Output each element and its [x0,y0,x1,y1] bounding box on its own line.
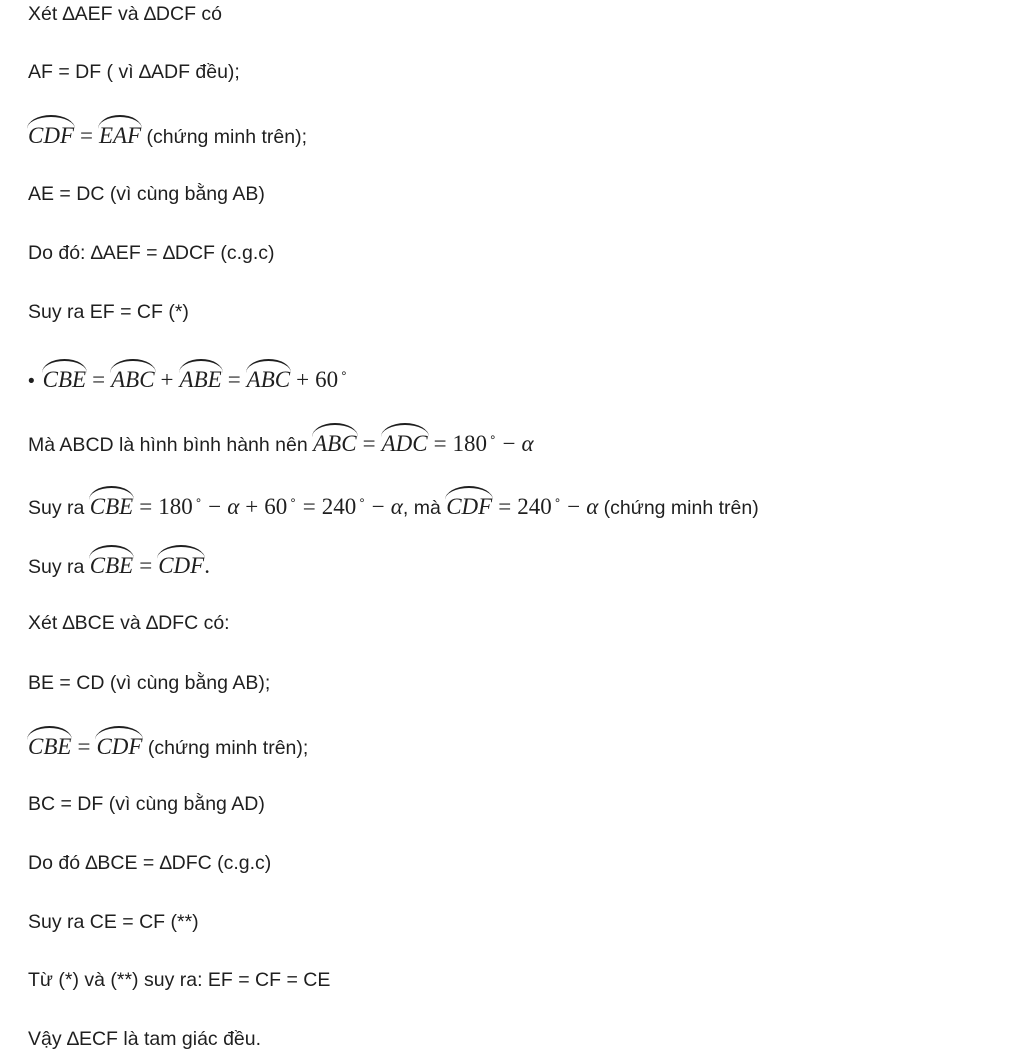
line-12: BE = CD (vì cùng bằng AB); [28,672,271,694]
period: . [204,553,210,578]
line-4: AE = DC (vì cùng bằng AB) [28,183,265,205]
line-6: Suy ra EF = CF (*) [28,301,189,323]
line-8 [28,425,534,457]
equals-sign: = [77,734,91,759]
alpha-symbol: α [586,494,599,519]
degree-sign: ∘ [340,366,348,380]
line-7 [28,361,348,394]
angle-cdf: CDF [446,491,492,519]
angle-abc: ABC [313,428,356,456]
equals-sign: = [80,123,93,148]
number-60: 60 [315,367,339,392]
line-13-text: (chứng minh trên); [142,737,309,759]
equals-sign: = [433,431,447,456]
number-240: 240 [321,494,357,519]
plus-sign: + [245,494,259,519]
line-18: Vậy ∆ECF là tam giác đều. [28,1028,262,1050]
line-5: Do đó: ∆AEF = ∆DCF (c.g.c) [28,242,275,264]
minus-sign: − [371,494,385,519]
degree-sign: ∘ [358,493,366,507]
equals-sign: = [139,494,153,519]
minus-sign: − [208,494,222,519]
angle-cbe: CBE [28,731,71,759]
alpha-symbol: α [227,494,240,519]
number-180: 180 [158,494,193,519]
line-9 [28,488,759,520]
angle-adc: ADC [382,428,428,456]
angle-cbe: CBE [90,491,133,519]
angle-cdf: CDF [158,550,204,578]
number-240: 240 [517,494,552,519]
plus-sign: + [160,367,174,392]
line-9-pre: Suy ra [28,497,90,519]
angle-cdf: CDF [96,731,142,759]
line-3-text: (chứng minh trên); [141,126,308,148]
degree-sign: ∘ [489,430,497,444]
line-9-mid: , mà [402,497,447,519]
number-180: 180 [452,431,488,456]
line-10-pre: Suy ra [28,556,90,578]
line-2: AF = DF ( vì ∆ADF đều); [28,61,240,83]
equals-sign: = [139,553,153,578]
minus-sign: − [567,494,581,519]
line-8-text: Mà ABCD là hình bình hành nên [28,434,314,456]
line-14: BC = DF (vì cùng bằng AD) [28,793,265,815]
angle-cbe: CBE [90,550,133,578]
bullet-icon: • [28,371,35,392]
equals-sign: = [227,367,241,392]
line-1: Xét ∆AEF và ∆DCF có [28,3,222,25]
degree-sign: ∘ [553,493,562,507]
degree-sign: ∘ [194,493,203,507]
alpha-symbol: α [390,494,403,519]
alpha-symbol: α [521,431,534,456]
line-3 [28,120,307,149]
equals-sign: = [362,431,376,456]
line-11: Xét ∆BCE và ∆DFC có: [28,612,230,634]
angle-cdf: CDF [28,120,74,148]
degree-sign: ∘ [289,493,297,507]
line-15: Do đó ∆BCE = ∆DFC (c.g.c) [28,852,272,874]
line-16: Suy ra CE = CF (**) [28,911,199,933]
equals-sign: = [92,367,106,392]
number-60: 60 [264,494,288,519]
angle-abc: ABC [111,364,154,392]
angle-cbe: CBE [43,364,86,392]
angle-abc: ABC [247,364,290,392]
equals-sign: = [302,494,316,519]
minus-sign: − [502,431,516,456]
plus-sign: + [296,367,310,392]
line-10 [28,550,210,579]
angle-eaf: EAF [99,120,141,148]
equals-sign: = [498,494,512,519]
line-13 [28,731,308,760]
line-9-post: (chứng minh trên) [598,497,759,519]
angle-abe: ABE [180,364,222,392]
line-17: Từ (*) và (**) suy ra: EF = CF = CE [28,969,331,991]
